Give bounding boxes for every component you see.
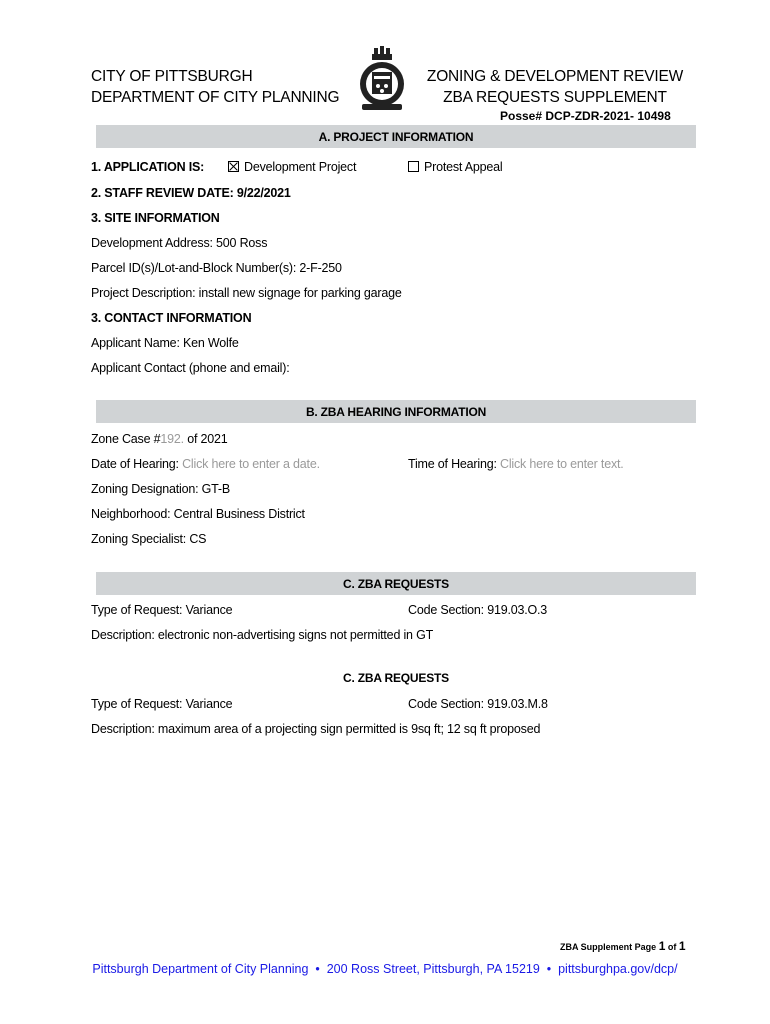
page-current: 1 — [658, 939, 666, 953]
request-description: Description: electronic non-advertising signs not permitted in GT — [91, 628, 434, 642]
request-type: Type of Request: Variance — [91, 603, 233, 617]
parcel-id: Parcel ID(s)/Lot-and-Block Number(s): 2-F-250 — [91, 261, 342, 275]
applicant-name: Applicant Name: Ken Wolfe — [91, 336, 239, 350]
code-section-second: Code Section: 919.03.M.8 — [408, 697, 548, 711]
contact-information-heading: 3. CONTACT INFORMATION — [91, 311, 252, 325]
footer-address: Pittsburgh Department of City Planning • 200 Ross Street, Pittsburgh, PA 15219 • pittsburghpa.gov/dcp/ — [92, 962, 678, 976]
date-of-hearing — [91, 457, 320, 471]
page-number — [560, 939, 686, 953]
page-total: 1 — [678, 939, 686, 953]
zone-case-number[interactable]: 192. — [160, 432, 184, 446]
page-label: ZBA Supplement Page — [560, 942, 657, 952]
project-description: Project Description: install new signage for parking garage — [91, 286, 402, 300]
section-c-heading: C. ZBA REQUESTS — [96, 572, 696, 595]
date-of-hearing-label: Date of Hearing: — [91, 457, 179, 471]
staff-review-date: 2. STAFF REVIEW DATE: 9/22/2021 — [91, 186, 291, 200]
section-c-heading-second: C. ZBA REQUESTS — [343, 671, 449, 685]
time-of-hearing — [408, 457, 624, 471]
development-address: Development Address: 500 Ross — [91, 236, 268, 250]
unchecked-checkbox-icon[interactable] — [408, 161, 419, 172]
header-left — [91, 66, 339, 108]
review-title: ZONING & DEVELOPMENT REVIEW — [426, 68, 684, 85]
department-name: DEPARTMENT OF CITY PLANNING — [91, 89, 340, 106]
site-information-heading: 3. SITE INFORMATION — [91, 211, 220, 225]
code-section: Code Section: 919.03.O.3 — [408, 603, 548, 617]
request-description-second: Description: maximum area of a projecting sign permitted is 9sq ft; 12 sq ft proposed — [91, 722, 541, 736]
protest-appeal-option[interactable] — [408, 160, 503, 174]
city-name: CITY OF PITTSBURGH — [91, 68, 253, 85]
zoning-designation: Zoning Designation: GT-B — [91, 482, 231, 496]
applicant-contact: Applicant Contact (phone and email): — [91, 361, 290, 375]
section-b-heading: B. ZBA HEARING INFORMATION — [96, 400, 696, 423]
time-of-hearing-label: Time of Hearing: — [408, 457, 497, 471]
zone-case — [91, 432, 228, 446]
request-type-second: Type of Request: Variance — [91, 697, 233, 711]
header-right — [420, 66, 690, 108]
protest-appeal-label: Protest Appeal — [424, 160, 503, 174]
neighborhood: Neighborhood: Central Business District — [91, 507, 305, 521]
supplement-title: ZBA REQUESTS SUPPLEMENT — [443, 89, 667, 106]
zone-case-label: Zone Case # — [91, 432, 161, 446]
date-of-hearing-field[interactable]: Click here to enter a date. — [182, 457, 320, 471]
zone-case-year: of 2021 — [187, 432, 228, 446]
zoning-specialist: Zoning Specialist: CS — [91, 532, 207, 546]
city-seal-icon — [358, 46, 406, 114]
page-of: of — [667, 942, 677, 952]
development-project-option[interactable] — [228, 160, 356, 174]
development-project-label: Development Project — [244, 160, 357, 174]
section-a-heading: A. PROJECT INFORMATION — [96, 125, 696, 148]
time-of-hearing-field[interactable]: Click here to enter text. — [500, 457, 624, 471]
checked-checkbox-icon[interactable] — [228, 161, 239, 172]
application-label: 1. APPLICATION IS: — [91, 160, 205, 174]
posse-number: Posse# DCP-ZDR-2021- 10498 — [500, 109, 671, 123]
